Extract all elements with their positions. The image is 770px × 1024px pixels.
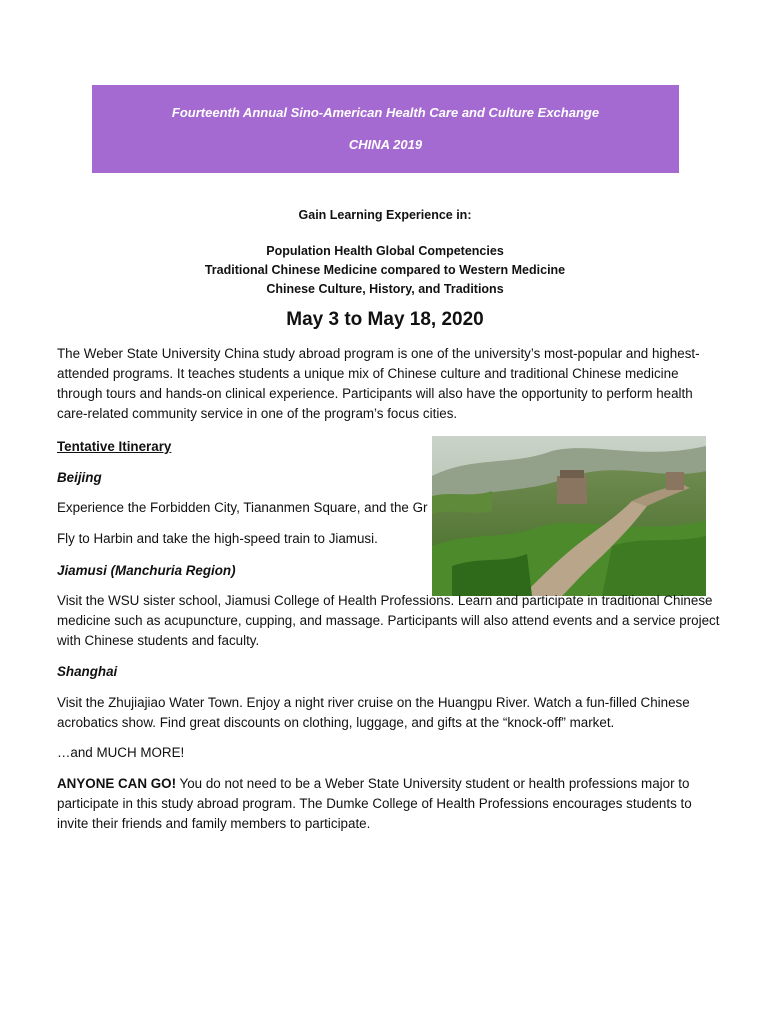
intro-paragraph: The Weber State University China study abroad program is one of the university’s most-popular and highest-attended programs. It teaches students a unique mix of Chinese culture and traditional Chinese medicine through tours and hands-on clinical experience. Participants will also have the opportunity to perform health care-related community service in one of the program’s focus cities. <box>57 346 700 421</box>
banner-subtitle: CHINA 2019 <box>348 137 423 152</box>
anyone-text: You do not need to be a Weber State University student or health professions major to participate in this study abroad program. The Dumke College of Health Professions encourages students to invite their friends and family members to participate. <box>57 776 692 831</box>
city-heading-beijing: Beijing <box>57 470 102 485</box>
banner-title: Fourteenth Annual Sino-American Health Care and Culture Exchange <box>171 105 600 120</box>
program-dates: May 3 to May 18, 2020 <box>286 309 484 330</box>
competency-list <box>0 242 770 299</box>
jiamusi-description: Visit the WSU sister school, Jiamusi College of Health Professions. Learn and participate in traditional Chinese medicine such as acupuncture, cupping, and massage. Participants will also attend events and a service project with Chinese students and faculty. <box>57 593 720 648</box>
competency-item: Population Health Global Competencies <box>266 244 504 258</box>
city-heading-jiamusi: Jiamusi (Manchuria Region) <box>57 563 236 578</box>
shanghai-description: Visit the Zhujiajiao Water Town. Enjoy a night river cruise on the Huangpu River. Watch a fun-filled Chinese acrobatics show. Find great discounts on clothing, luggage, and gifts at the “knock-off” market. <box>57 695 690 730</box>
harbin-description: Fly to Harbin and take the high-speed train to Jiamusi. <box>57 531 378 546</box>
city-heading-shanghai: Shanghai <box>57 664 118 679</box>
competency-item: Traditional Chinese Medicine compared to Western Medicine <box>204 263 566 277</box>
header-banner <box>92 85 679 173</box>
itinerary-heading: Tentative Itinerary <box>57 439 172 454</box>
gain-heading: Gain Learning Experience in: <box>298 208 472 222</box>
anyone-lead: ANYONE CAN GO! <box>57 776 177 791</box>
beijing-description: Experience the Forbidden City, Tiananmen Square, and the Gr <box>57 500 428 515</box>
anyone-paragraph <box>57 774 722 834</box>
competency-item: Chinese Culture, History, and Traditions <box>266 282 504 296</box>
more-text: …and MUCH MORE! <box>57 745 185 760</box>
